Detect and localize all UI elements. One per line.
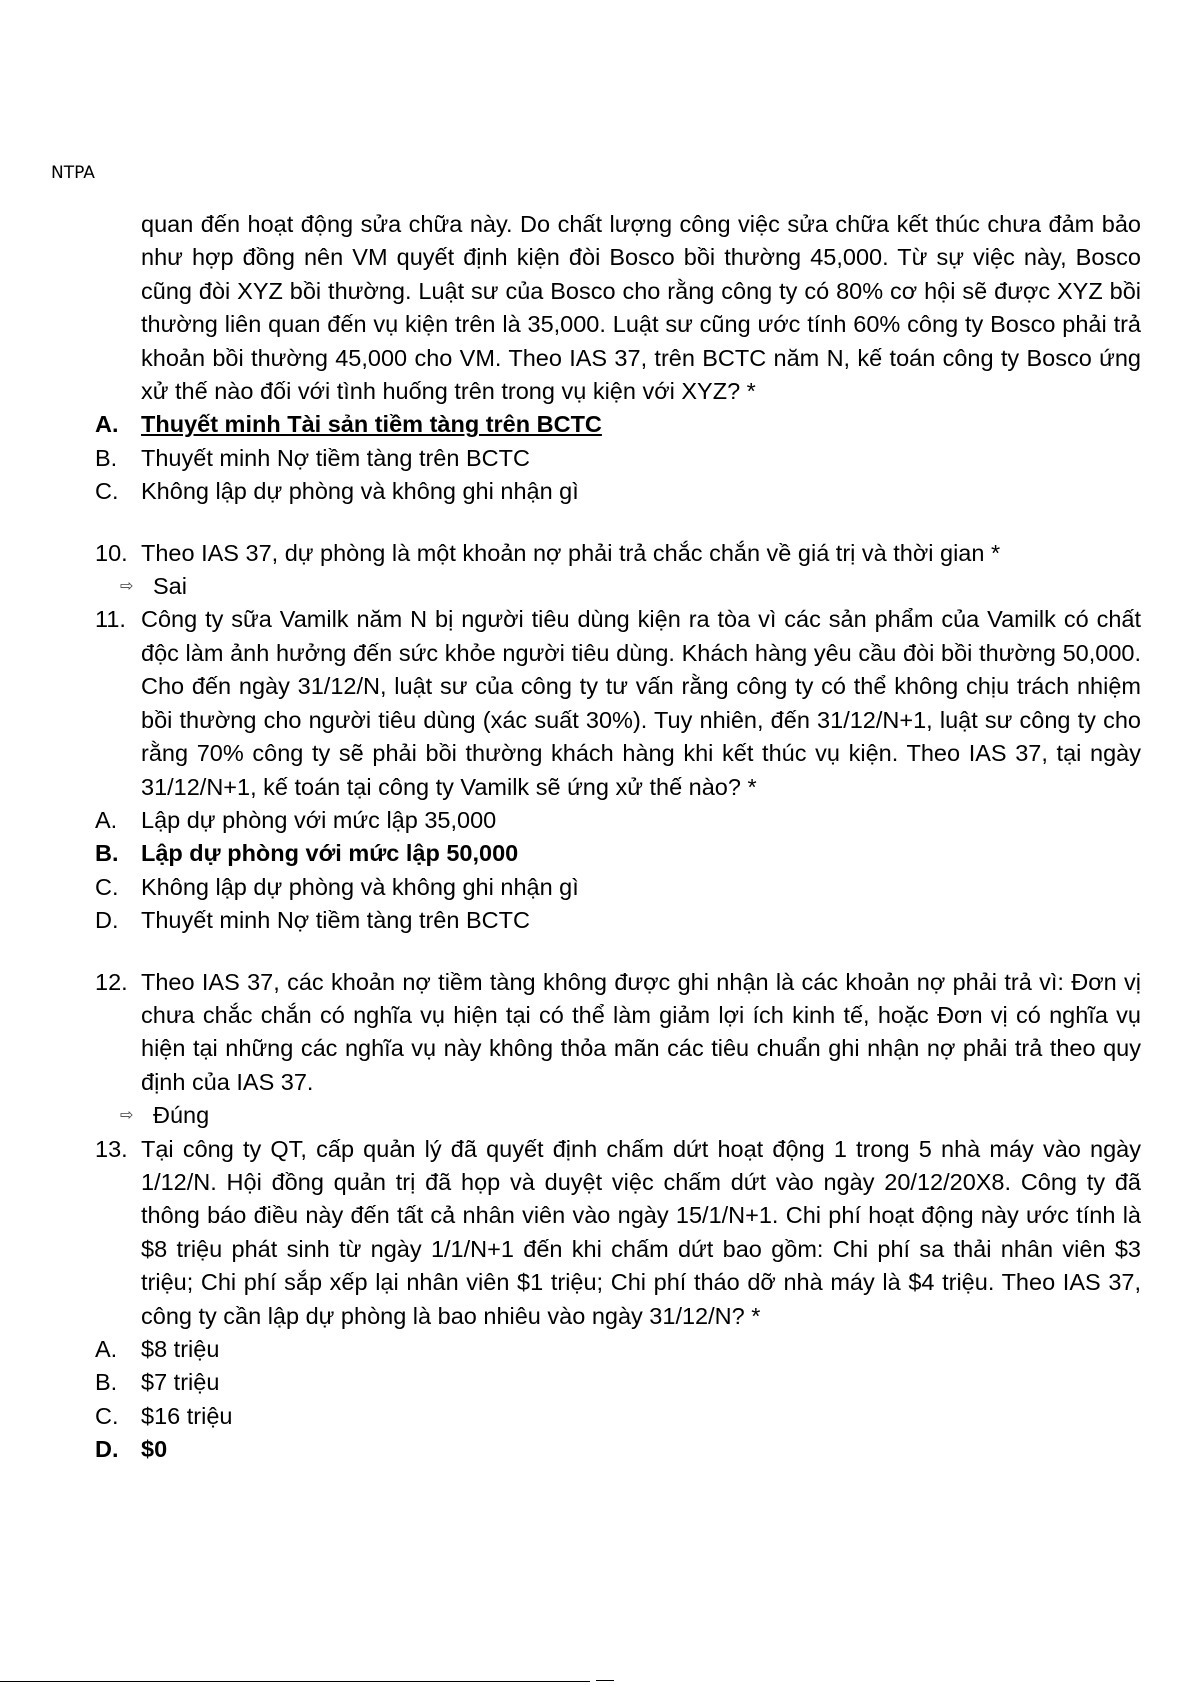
q10-answer-text: Sai (153, 573, 187, 600)
q12-number: 12. (95, 968, 128, 995)
q9-option-b (95, 442, 1141, 475)
q11-option-b-text: Lập dự phòng với mức lập 50,000 (141, 840, 519, 867)
q13-question (95, 1133, 1141, 1333)
arrow-right-icon: ⇨ (120, 1107, 134, 1125)
footer-rule (0, 1681, 590, 1682)
q13-option-b (95, 1366, 1141, 1399)
q10-text: Theo IAS 37, dự phòng là một khoản nợ phải trả chắc chắn về giá trị và thời gian * (141, 539, 1001, 566)
q13-option-a-letter: A. (95, 1336, 118, 1362)
q11-option-c-letter: C. (95, 873, 119, 900)
q11-option-d-letter: D. (95, 907, 119, 934)
q13-option-b-text: $7 triệu (141, 1369, 220, 1396)
q11-option-b (95, 837, 1141, 870)
q12-answer-text: Đúng (153, 1102, 210, 1129)
q11-option-a (95, 804, 1141, 837)
q12-text: Theo IAS 37, các khoản nợ tiềm tàng không được ghi nhận là các khoản nợ phải trả vì: Đơn vị chưa chắc chắn có nghĩa vụ hiện tại có thể làm giảm lợi ích kinh tế, hoặc Đơn vị có nghĩa vụ hiện tại những các nghĩa vụ này không thỏa mãn các tiêu chuẩn ghi nhận nợ phải trả theo quy định của IAS 37. (141, 968, 1141, 1095)
q11-option-d-text: Thuyết minh Nợ tiềm tàng trên BCTC (141, 907, 530, 934)
q13-option-c-text: $16 triệu (141, 1402, 233, 1429)
q11-option-b-letter: B. (95, 840, 119, 867)
q9-option-a-letter: A. (95, 411, 119, 438)
q13-option-c (95, 1400, 1141, 1433)
q11-option-a-letter: A. (95, 806, 118, 833)
q12-question (95, 966, 1141, 1100)
q12-answer (95, 1099, 1141, 1132)
q9-option-a-text: Thuyết minh Tài sản tiềm tàng trên BCTC (141, 411, 602, 438)
footer-rule-mark (596, 1680, 614, 1681)
q10-number: 10. (95, 539, 128, 566)
q9-option-b-text: Thuyết minh Nợ tiềm tàng trên BCTC (141, 444, 530, 471)
q9-option-a (95, 408, 1141, 441)
q13-number: 13. (95, 1135, 128, 1162)
q13-option-c-letter: C. (95, 1402, 119, 1429)
q11-option-a-text: Lập dự phòng với mức lập 35,000 (141, 806, 497, 833)
q10-question (95, 537, 1141, 570)
document-body (95, 208, 1141, 1467)
q9-continuation-text: quan đến hoạt động sửa chữa này. Do chất lượng công việc sửa chữa kết thúc chưa đảm bảo như hợp đồng nên VM quyết định kiện đòi Bosco bồi thường 45,000. Từ sự việc này, Bosco cũng đòi XYZ bồi thường. Luật sư của Bosco cho rằng công ty có 80% cơ hội sẽ được XYZ bồi thường liên quan đến vụ kiện trên là 35,000. Luật sư cũng ước tính 60% công ty Bosco phải trả khoản bồi thường 45,000 cho VM. Theo IAS 37, trên BCTC năm N, kế toán công ty Bosco ứng xử thế nào đối với tình huống trên trong vụ kiện với XYZ? * (141, 211, 1141, 405)
q10-answer (95, 570, 1141, 603)
q13-option-a (95, 1333, 1141, 1366)
q11-option-c (95, 871, 1141, 904)
q11-question (95, 603, 1141, 803)
arrow-right-icon: ⇨ (120, 578, 134, 596)
q11-option-d (95, 904, 1141, 937)
q11-number: 11. (95, 606, 126, 633)
q9-option-c (95, 475, 1141, 508)
q13-text: Tại công ty QT, cấp quản lý đã quyết định chấm dứt hoạt động 1 trong 5 nhà máy vào ngày 1/12/N. Hội đồng quản trị đã họp và duyệt việc chấm dứt vào ngày 20/12/20X8. Công ty đã thông báo điều này đến tất cả nhân viên vào ngày 15/1/N+1. Chi phí hoạt động này ước tính là $8 triệu phát sinh từ ngày 1/1/N+1 đến khi chấm dứt bao gồm: Chi phí sa thải nhân viên $3 triệu; Chi phí sắp xếp lại nhân viên $1 triệu; Chi phí tháo dỡ nhà máy là $4 triệu. Theo IAS 37, công ty cần lập dự phòng là bao nhiêu vào ngày 31/12/N? * (141, 1135, 1141, 1329)
page-header-label: NTPA (51, 163, 95, 183)
q13-option-b-letter: B. (95, 1369, 118, 1396)
q13-option-d-letter: D. (95, 1436, 119, 1463)
q13-option-a-text: $8 triệu (141, 1336, 220, 1362)
q11-text: Công ty sữa Vamilk năm N bị người tiêu dùng kiện ra tòa vì các sản phẩm của Vamilk có chất độc làm ảnh hưởng đến sức khỏe người tiêu dùng. Khách hàng yêu cầu đòi bồi thường 50,000. Cho đến ngày 31/12/N, luật sư của công ty tư vấn rằng công ty có thể không chịu trách nhiệm bồi thường cho người tiêu dùng (xác suất 30%). Tuy nhiên, đến 31/12/N+1, luật sư công ty cho rằng 70% công ty sẽ phải bồi thường khách hàng khi kết thúc vụ kiện. Theo IAS 37, tại ngày 31/12/N+1, kế toán tại công ty Vamilk sẽ ứng xử thế nào? * (141, 606, 1141, 800)
q11-option-c-text: Không lập dự phòng và không ghi nhận gì (141, 873, 579, 900)
q9-option-c-text: Không lập dự phòng và không ghi nhận gì (141, 478, 579, 505)
q13-option-d-text: $0 (141, 1436, 168, 1463)
q13-option-d (95, 1433, 1141, 1466)
q9-option-b-letter: B. (95, 444, 118, 471)
q9-option-c-letter: C. (95, 478, 119, 505)
